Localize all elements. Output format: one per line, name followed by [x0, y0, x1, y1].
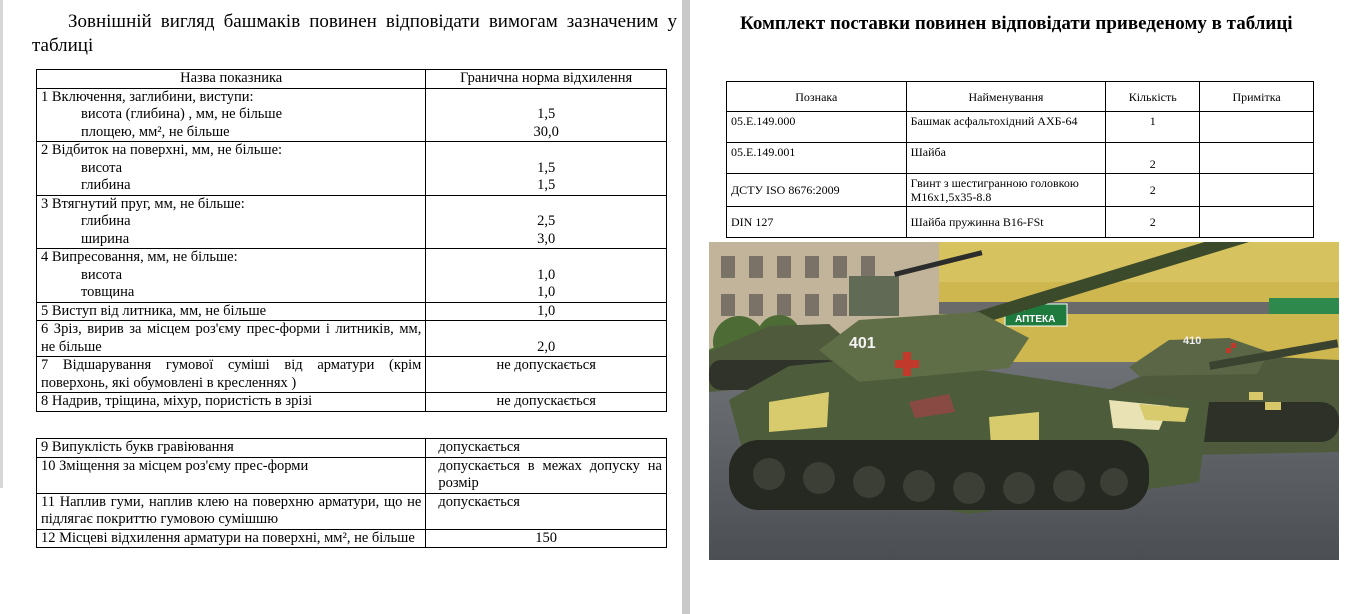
svg-text:410: 410 [1183, 335, 1202, 347]
row-title: 7 Відшарування гумової суміші від арматури (крім поверхонь, які обумовлені в кресленнях ) [37, 357, 426, 393]
row-value: 1,0 [426, 302, 667, 321]
table-header-row [727, 82, 1314, 112]
row-title: 4 Випресовання, мм, не більше: [41, 249, 238, 265]
header-note: Примітка [1200, 82, 1314, 112]
item-note [1200, 143, 1314, 174]
svg-text:401: 401 [849, 335, 876, 352]
table-row [37, 357, 667, 393]
row-title: 9 Випуклість букв гравіювання [37, 439, 426, 458]
right-heading: Комплект поставки повинен відповідати приведеному в таблиці [740, 13, 1293, 34]
item-qty: 2 [1106, 207, 1200, 238]
row-value: 2,0 [537, 338, 556, 355]
table-row [37, 529, 667, 548]
row-value: 2,5 [537, 213, 556, 229]
tank-photo [709, 242, 1339, 560]
row-value: допускається [426, 493, 667, 529]
table-row [37, 393, 667, 412]
table-row [37, 195, 667, 249]
appearance-requirements-table-continued [36, 438, 667, 548]
page-edge [0, 0, 3, 488]
item-note [1200, 207, 1314, 238]
header-limit-norm: Гранична норма відхилення [426, 70, 667, 89]
row-sub: ширина [81, 230, 130, 247]
item-qty: 2 [1106, 143, 1200, 174]
table-row [37, 439, 667, 458]
right-page [690, 0, 1360, 614]
row-value: 1,0 [537, 266, 556, 283]
header-indicator-name: Назва показника [37, 70, 426, 89]
row-title: 1 Включення, заглибини, виступи: [41, 88, 254, 105]
table-row [727, 207, 1314, 238]
table-row [37, 302, 667, 321]
header-quantity: Кількість [1106, 82, 1200, 112]
left-heading: Зовнішній вигляд башмаків повинен відповідати вимогам зазначеним у таблиці [32, 11, 677, 56]
table-row [37, 249, 667, 303]
row-value: 150 [426, 529, 667, 548]
table-row [37, 142, 667, 196]
svg-text:АПТЕКА: АПТЕКА [1015, 314, 1056, 325]
row-value: 30,0 [533, 123, 559, 140]
table-row [727, 143, 1314, 174]
item-qty: 1 [1106, 112, 1200, 143]
header-name: Найменування [906, 82, 1106, 112]
page-divider [682, 0, 690, 614]
table-row [727, 174, 1314, 207]
item-name: Шайба пружинна В16-FSt [906, 207, 1106, 238]
item-note [1200, 112, 1314, 143]
row-value: допускається в межах допуску на розмір [426, 457, 667, 493]
table-row [37, 88, 667, 142]
row-sub: висота [81, 266, 123, 283]
row-value: не допускається [426, 357, 667, 393]
table-row [37, 457, 667, 493]
table-row [37, 493, 667, 529]
item-code: 05.Е.149.001 [727, 143, 907, 174]
table-header-row [37, 70, 667, 89]
row-title: 6 Зріз, вирив за місцем роз'єму прес-форми і литників, мм, не більше [37, 321, 426, 357]
row-value: 1,0 [537, 284, 556, 300]
row-title: 3 Втягнутий пруг, мм, не більше: [41, 195, 245, 212]
row-value: 3,0 [537, 230, 556, 247]
row-title: 10 Зміщення за місцем роз'єму прес-форми [37, 457, 426, 493]
item-code: 05.Е.149.000 [727, 112, 907, 143]
item-name: Гвинт з шестигранною головкою М16х1,5х35-8.8 [906, 174, 1106, 207]
row-value: не допускається [426, 393, 667, 412]
item-name: Башмак асфальтохідний АХБ-64 [906, 112, 1106, 143]
row-title: 2 Відбиток на поверхні, мм, не більше: [41, 142, 283, 158]
item-name: Шайба [906, 143, 1106, 174]
row-sub: висота (глибина) , мм, не більше [81, 106, 283, 122]
row-value: 1,5 [537, 159, 556, 176]
row-title: 8 Надрив, тріщина, міхур, пористість в зрізі [37, 393, 426, 412]
item-qty: 2 [1106, 174, 1200, 207]
table-row [37, 321, 667, 357]
item-code: ДСТУ ISO 8676:2009 [727, 174, 907, 207]
row-title: 12 Місцеві відхилення арматури на поверхні, мм², не більше [37, 529, 426, 548]
row-title: 11 Наплив гуми, наплив клею на поверхню арматури, що не підлягає покриттю гумовою сумішшю [37, 493, 426, 529]
item-note [1200, 174, 1314, 207]
row-value: допускається [426, 439, 667, 458]
row-sub: глибина [81, 213, 131, 229]
row-sub: площею, мм², не більше [81, 123, 230, 140]
delivery-kit-table [726, 81, 1314, 238]
row-value: 1,5 [537, 177, 556, 193]
row-title: 5 Виступ від литника, мм, не більше [37, 302, 426, 321]
row-sub: глибина [81, 177, 131, 193]
item-code: DIN 127 [727, 207, 907, 238]
row-sub: товщина [81, 284, 135, 300]
table-row [727, 112, 1314, 143]
header-designation: Познака [727, 82, 907, 112]
appearance-requirements-table [36, 69, 667, 412]
row-sub: висота [81, 159, 123, 176]
row-value: 1,5 [537, 106, 556, 122]
